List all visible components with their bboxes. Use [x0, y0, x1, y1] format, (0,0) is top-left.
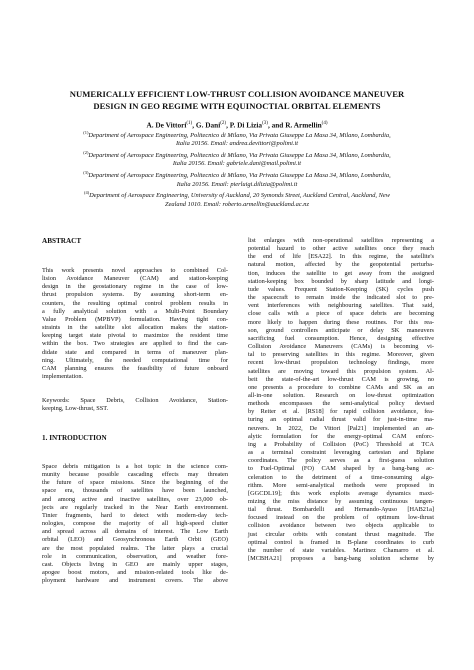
abstract-body — [42, 267, 228, 381]
intro-line: Tinier fragments, hard to detect with modern-day tech- — [42, 511, 228, 519]
body-line: to Fuel-Optimal (FO) CAM shaped by a bang-bang ac- — [248, 465, 434, 473]
body-line: celeration to the detriment of a time-consuming algo- — [248, 473, 434, 481]
author-separator: , and — [267, 120, 286, 130]
author-name: P. Di Lizia — [229, 120, 263, 130]
intro-line: and among active and inactive satellites, over 23,000 ob- — [42, 495, 228, 503]
intro-line: orbital (LEO) and Geosynchronous Earth Orbit (GEO) — [42, 536, 228, 544]
body-line: sacrificing fuel consumption. Hence, designing effective — [248, 334, 434, 342]
body-line: coordinates. The policy serves as a first-guess solution — [248, 457, 434, 465]
body-line: the spacecraft to remain inside the indicated slot to pre- — [248, 294, 434, 302]
intro-line: and spread across all domains of interest. The Low Earth — [42, 528, 228, 536]
body-line: beit the state-of-the-art low-thrust CAM is growing, no — [248, 375, 434, 383]
body-line: tal to preserving satellites in this regime. Moreover, given — [248, 351, 434, 359]
body-line: focused instead on the problem of optimum low-thrust — [248, 514, 434, 522]
affiliation-marker: (2) — [83, 150, 89, 156]
abstract-line: thrust propulsion systems. By assuming short-term en- — [42, 291, 228, 299]
body-line: optimal control is framed in B-plane coordinates to curb — [248, 538, 434, 546]
intro-line: ployment hardware and instrument covers. The above — [42, 577, 228, 585]
introduction-heading: 1. INTRODUCTION — [42, 434, 107, 442]
author-affil-marker: (4) — [321, 121, 328, 126]
affiliation — [40, 129, 434, 149]
intro-line: the future of space missions. Since the beginning of the — [42, 479, 228, 487]
paper-title — [40, 89, 434, 112]
abstract-line: This work presents novel approaches to combined Col- — [42, 267, 228, 274]
body-line: all-in-one solution. Research on low-thrust optimization — [248, 391, 434, 399]
body-line: vent interferences with neighbouring satellites. That said, — [248, 302, 434, 310]
abstract-heading: ABSTRACT — [42, 237, 82, 245]
intro-line: apogee boost motors, and mission-related tools like de- — [42, 569, 228, 577]
body-line: [GGCDL19]; this work exploits average dynamics maxi- — [248, 489, 434, 497]
body-line: Collision Avoidance Maneuvers (CAMs) is becoming vi- — [248, 343, 434, 351]
author-name: R. Armellin — [285, 120, 322, 130]
title-line: DESIGN IN GEO REGIME WITH EQUINOCTIAL ORBITAL ELEMENTS — [93, 100, 381, 111]
abstract-line: straints in the satellite slot allocation makes the station- — [42, 324, 228, 332]
intro-line: Space debris mitigation is a hot topic in the science com- — [42, 463, 228, 470]
body-line: close calls with a piece of space debris are becoming — [248, 310, 434, 318]
author-name: A. De Vittori — [146, 120, 187, 130]
body-line: tude values. Frequent Station-Keeping (SK) cycles push — [248, 285, 434, 293]
author-affil-marker: (2) — [220, 121, 227, 126]
affiliation-text: Italia 20156. Email: andrea.devittori@polimi.it — [175, 140, 299, 148]
abstract-line: CAM planning ensures the feasibility of future onboard — [42, 364, 228, 372]
body-line: methods encompasses the semi-analytical policy devised — [248, 400, 434, 408]
intro-line: are the most populated realms. The latter plays a crucial — [42, 544, 228, 552]
affiliation — [40, 149, 434, 169]
keywords-line: Keywords: Space Debris, Collision Avoidance, Station- — [42, 397, 228, 404]
body-line: tial thrust. Bombardelli and Hernando-Ayuso [HAB21a] — [248, 506, 434, 514]
author-separator: , — [226, 120, 230, 130]
body-line: rithm. More semi-analytical methods were proposed in — [248, 481, 434, 489]
affiliation-text: Department of Aerospace Engineering, Politecnico di Milano, Via Privata Giuseppe La Masa 34, Milano, Lombardia, — [88, 132, 391, 140]
abstract-line: a fully analytical solution with a Multi-Point Boundary — [42, 307, 228, 315]
affiliation-marker: (1) — [83, 130, 89, 135]
body-line: just circular orbits with constant thrust magnitude. The — [248, 530, 434, 538]
body-line: tion, induces the satellite to get away from the assigned — [248, 269, 434, 277]
affiliation-text: Zealand 1010. Email: roberto.armellin@auckland.ac.nz — [165, 200, 309, 208]
affiliation-text: Italia 20156. Email: gabriele.dani@mail.polimi.it — [172, 160, 302, 168]
affiliation-list — [40, 129, 434, 210]
author-affil-marker: (1) — [186, 121, 193, 126]
body-line: more likely to happen during these routines. For this rea- — [248, 318, 434, 326]
body-line: alytic formulation for the energy-optimal CAM enforc- — [248, 432, 434, 440]
author-affil-marker: (3) — [262, 121, 268, 126]
abstract-line: ning. Ultimately, the needed computational time for — [42, 356, 228, 364]
intro-line: jects are regularly tracked in the Near Earth environment. — [42, 503, 228, 511]
intro-line: role in communication, observation, and weather fore- — [42, 552, 228, 560]
abstract-line: keeping target state pivotal to maximize the resident time — [42, 332, 228, 340]
abstract-line: design in the geostationary regime in the case of low- — [42, 283, 228, 291]
body-line: turing an optimal radial thrust valid for just-in-time ma- — [248, 416, 434, 424]
body-line: station-keeping box bounded by sharp latitude and longi- — [248, 277, 434, 285]
abstract-line: implementation. — [42, 373, 84, 381]
author-separator: , — [192, 120, 196, 130]
body-line: list enlarges with non-operational satellites representing a — [248, 237, 434, 244]
body-line: the end of life [ESA22]. In this regime, the satellite's — [248, 253, 434, 261]
abstract-line: lision Avoidance Maneuver (CAM) and station-keeping — [42, 275, 228, 283]
intro-line: space era, thousands of satellites have been launched, — [42, 487, 228, 495]
abstract-line: counters, the resulting optimal control problem results in — [42, 299, 228, 307]
body-line: the number of state variables. Martinez Chamarro et al. — [248, 546, 434, 554]
abstract-line: didate state and compared in terms of maneuver plan- — [42, 348, 228, 356]
affiliation — [40, 189, 434, 209]
body-line: neuvers. In 2022, De Vittori [Pal21] implemented an an- — [248, 424, 434, 432]
body-line: collision avoidance between two objects applicable to — [248, 522, 434, 530]
title-line: NUMERICALLY EFFICIENT LOW-THRUST COLLISION AVOIDANCE MANEUVER — [69, 89, 405, 99]
body-line: as a terminal constraint leveraging cartesian and Bplane — [248, 449, 434, 457]
body-line: [MCBHA21] proposes a bang-bang solution scheme by — [248, 555, 434, 563]
body-line: son, ground controllers anticipate or delay SK maneuvers — [248, 326, 434, 334]
affiliation-text: Department of Aerospace Engineering, Politecnico di Milano, Via Privata Giuseppe La Masa 34, Milano, Lombardia, — [88, 152, 391, 160]
keywords — [42, 397, 228, 413]
keywords-line: keeping, Low-thrust, SST. — [42, 405, 109, 413]
affiliation-text: Department of Aerospace Engineering, Politecnico di Milano, Via Privata Giuseppe La Masa 34, Milano, Lombardia, — [88, 172, 391, 180]
body-line: potential hazard to other active satellites once they reach — [248, 245, 434, 253]
abstract-line: Value Problem (MPBVP) formulation. Having tight con- — [42, 315, 228, 323]
abstract-line: within the box. Two strategies are applied to find the can- — [42, 340, 228, 348]
affiliation-marker: (3) — [83, 170, 89, 176]
affiliation-text: Department of Aerospace Engineering, University of Auckland, 20 Symonds Street, Auckland Central, Auckland, New — [89, 192, 390, 200]
intro-line: munity because possible cascading effects may threaten — [42, 471, 228, 479]
body-line: by Reiter et al. [RS18] for rapid collision avoidance, fea- — [248, 408, 434, 416]
body-line: one presents a procedure to combine CAMs and SK as an — [248, 383, 434, 391]
body-line: recent low-thrust propulsion technology findings, more — [248, 359, 434, 367]
introduction-body — [42, 463, 228, 585]
body-line: satellites are moving toward this propulsion system. Al- — [248, 367, 434, 375]
affiliation — [40, 169, 434, 189]
affiliation-marker: (4) — [84, 190, 90, 196]
body-line: ing a Probability of Collision (PoC) Threshold at TCA — [248, 440, 434, 448]
introduction-body-continued — [248, 237, 434, 563]
author-name: G. Dani — [195, 120, 221, 130]
body-line: mizing the miss distance by assuming continuous tangen- — [248, 498, 434, 505]
body-line: natural motion, affected by the geopotential perturba- — [248, 261, 434, 269]
affiliation-text: Italia 20156. Email: pierluigi.dilizia@polimi.it — [176, 180, 298, 188]
intro-line: nologies, compose the majority of all high-speed clutter — [42, 520, 228, 528]
intro-line: cast. Objects living in GEO are mainly upper stages, — [42, 560, 228, 568]
